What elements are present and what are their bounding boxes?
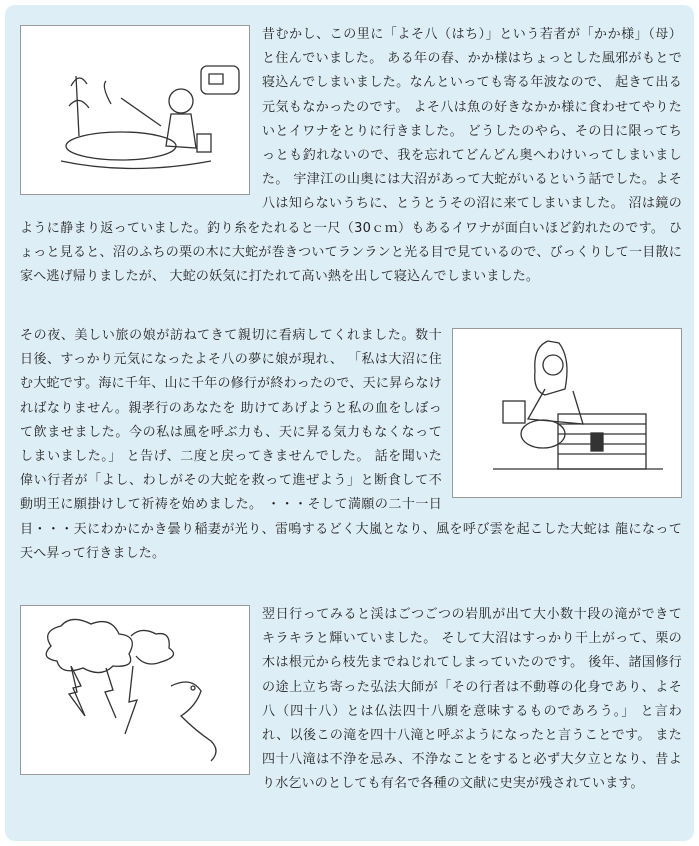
nursing-illustration	[452, 328, 682, 498]
story-paragraph-2: その夜、美しい旅の娘が訪ねてきて親切に看病してくれました。数十日後、すっかり元気になったよそ八の夢に娘が現れ、 「私は大沼に住む大蛇です。海に千年、山に千年の修行が終わったので、天に昇らなければなりません。親孝行のあなたを 助けてあげようと私の血をしぼって飲ませました。今の私は風を呼ぶ力も、天に昇る気力もなくなってしまいました。」 と告げ、二度と戻ってきませんでした。 話を聞いた偉い行者が「よし、わしがその大蛇を救って進ぜよう」と断食して不動明王に願掛けして祈祷を始めました。 ・・・そして満願の二十一日目・・・天にわかにかき曇り稲妻が光り、雷鳴するどく大嵐となり、風を呼び雲を起こした大蛇は 龍になって天へ昇って行きました。	[20, 328, 682, 561]
dragon-drawing	[21, 606, 249, 774]
dragon-illustration	[20, 605, 250, 775]
story-section-1	[20, 23, 682, 289]
story-section-2	[20, 324, 682, 566]
story-paragraph-1: 昔むかし、この里に「よそ八（はち）」という若者が「かか様」（母）と住んでいました。 ある年の春、かか様はちょっとした風邪がもとで寝込んでしまいました。なんといっても寄る年波なので、 起きて出る元気もなかったのです。 よそ八は魚の好きなかか様に食わせてやりたいとイワナをとりに行きました。 どうしたのやら、その日に限ってちっとも釣れないので、我を忘れてどんどん奥へわけいってしまいました。 宇津江の山奥には大沼があって大蛇がいるという話でした。よそ八は知らないうちに、とうとうその沼に来てしまいました。 沼は鏡のように静まり返っていました。釣り糸をたれると一尺（30ｃｍ）もあるイワナが面白いほど釣れたのです。 ひょっと見ると、沼のふちの栗の木に大蛇が巻きついてランランと光る目で見ているので、びっくりして一目散に家へ逃げ帰りましたが、 大蛇の妖気に打たれて高い熱を出して寝込んでしまいました。	[20, 27, 682, 285]
story-section-3	[20, 603, 682, 797]
nursing-drawing	[453, 329, 681, 497]
fishing-illustration	[20, 25, 250, 195]
fishing-drawing	[21, 26, 249, 194]
story-paragraph-3: 翌日行ってみると渓はごつごつの岩肌が出て大小数十段の滝ができてキラキラと輝いていました。 そして大沼はすっかり干上がって、栗の木は根元から枝先までねじれてしまっていたのです。 後年、諸国修行の途上立ち寄った弘法大師が「その行者は不動尊の化身であり、よそ八（四十八）とは仏法四十八願を意味するものであろう。」 と言われ、以後この滝を四十八滝と呼ぶようになったと言うことです。 また四十八滝は不浄を忌み、不浄なことをすると必ず大夕立となり、昔より水乞いのとしても有名で各種の文献に史実が残されています。	[262, 607, 682, 792]
